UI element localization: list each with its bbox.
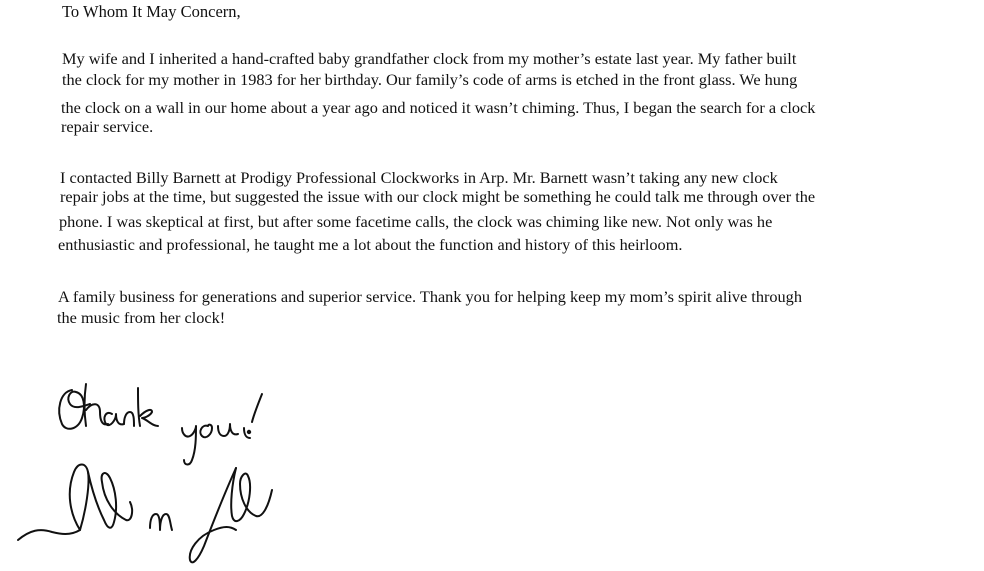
paragraph-line: My wife and I inherited a hand-crafted baby grandfather clock from my mother’s estate last year. My father built xyxy=(62,49,797,68)
paragraph-line: I contacted Billy Barnett at Prodigy Professional Clockworks in Arp. Mr. Barnett wasn’t taking any new clock xyxy=(60,168,778,187)
thank-script xyxy=(59,384,158,429)
salutation: To Whom It May Concern, xyxy=(62,2,241,21)
handwritten-signature xyxy=(0,380,320,571)
paragraph-line: repair service. xyxy=(61,117,154,136)
paragraph-line: A family business for generations and superior service. Thank you for helping keep my mom’s spirit alive through xyxy=(58,287,802,306)
you-script xyxy=(182,394,262,465)
paragraph-line: repair jobs at the time, but suggested the issue with our clock might be something he could talk me through over the xyxy=(60,187,816,206)
paragraph-line: the music from her clock! xyxy=(57,308,226,327)
paragraph-line: phone. I was skeptical at first, but after some facetime calls, the clock was chiming like new. Not only was he xyxy=(59,212,773,231)
name-script xyxy=(18,465,272,563)
paragraph-line: enthusiastic and professional, he taught me a lot about the function and history of this heirloom. xyxy=(58,235,683,254)
paragraph-line: the clock on a wall in our home about a year ago and noticed it wasn’t chiming. Thus, I began the search for a clock xyxy=(61,98,816,117)
paragraph-line: the clock for my mother in 1983 for her birthday. Our family’s code of arms is etched in the front glass. We hung xyxy=(62,70,798,89)
